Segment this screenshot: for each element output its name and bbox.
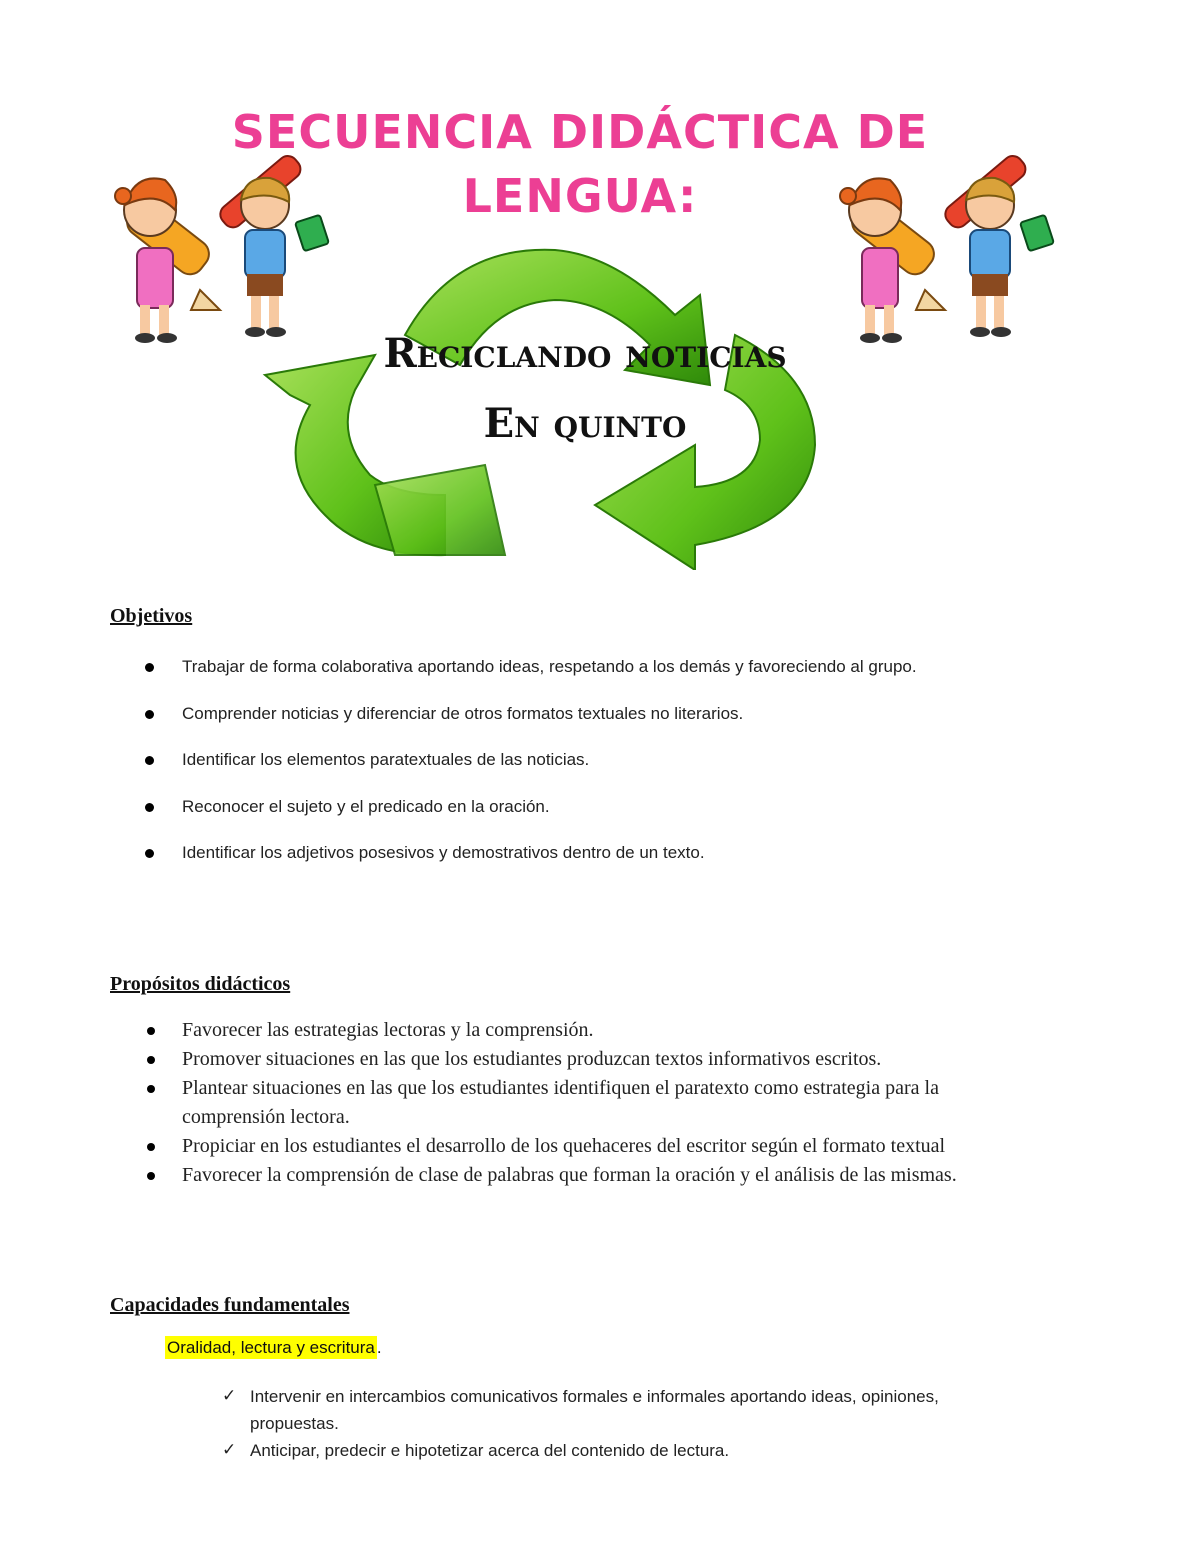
objetivos-heading: Objetivos — [110, 605, 193, 627]
list-item: Trabajar de forma colaborativa aportando ideas, respetando a los demás y favoreciendo al grupo. — [145, 656, 917, 703]
highlighted-text: Oralidad, lectura y escritura — [167, 1338, 375, 1357]
page-title-line1: SECUENCIA DIDÁCTICA DE — [231, 105, 929, 159]
propositos-list — [145, 1016, 1025, 1190]
capacidades-list — [222, 1383, 982, 1464]
list-item: Identificar los elementos paratextuales de las noticias. — [145, 749, 917, 796]
capacidades-heading: Capacidades fundamentales — [110, 1294, 350, 1316]
list-item: Promover situaciones en las que los estudiantes produzcan textos informativos escritos. — [145, 1045, 1025, 1074]
list-item-text: Anticipar, predecir e hipotetizar acerca del contenido de lectura. — [250, 1441, 730, 1460]
list-item: Reconocer el sujeto y el predicado en la oración. — [145, 796, 917, 843]
objetivos-list — [145, 656, 917, 889]
subtitle-line2: En quinto — [483, 400, 687, 447]
propositos-heading: Propósitos didácticos — [110, 973, 291, 995]
boy-with-pencil-icon — [941, 152, 1054, 337]
checkmark-icon: ✓ — [222, 1440, 237, 1460]
list-item — [222, 1437, 982, 1464]
list-item — [222, 1383, 982, 1437]
list-item-text: Intervenir en intercambios comunicativos formales e informales aportando ideas, opiniones, propuestas. — [250, 1387, 939, 1433]
recycle-icon — [255, 225, 840, 570]
highlight-suffix: . — [376, 1338, 382, 1357]
checkmark-icon: ✓ — [222, 1386, 237, 1406]
kids-with-pencils-illustration-right — [820, 150, 1070, 360]
list-item: Favorecer las estrategias lectoras y la comprensión. — [145, 1016, 1025, 1045]
capacidad-label — [165, 1338, 382, 1358]
list-item: Favorecer la comprensión de clase de palabras que forman la oración y el análisis de las mismas. — [145, 1161, 1025, 1190]
subtitle-line1: Reciclando noticias — [383, 330, 787, 377]
girl-with-pencil-icon — [840, 178, 945, 343]
list-item: Comprender noticias y diferenciar de otros formatos textuales no literarios. — [145, 703, 917, 750]
page-title-line2: LENGUA: — [462, 169, 698, 223]
list-item: Plantear situaciones en las que los estudiantes identifiquen el paratexto como estrategia para la comprensión lectora. — [145, 1074, 1025, 1132]
list-item: Propiciar en los estudiantes el desarrollo de los quehaceres del escritor según el formato textual — [145, 1132, 1025, 1161]
list-item: Identificar los adjetivos posesivos y demostrativos dentro de un texto. — [145, 842, 917, 889]
girl-with-pencil-icon — [115, 178, 220, 343]
